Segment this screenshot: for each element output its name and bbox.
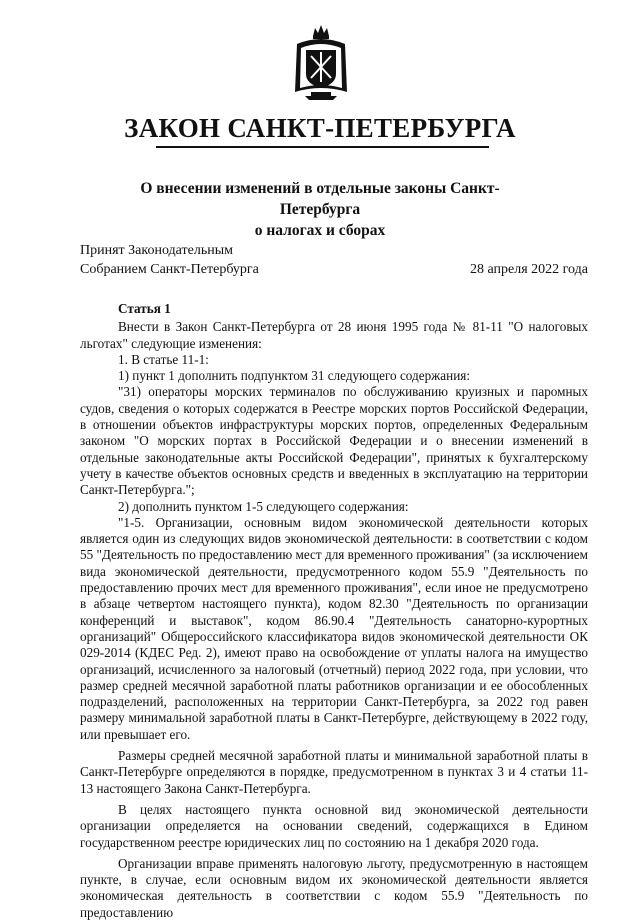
- law-subtitle: [110, 178, 530, 241]
- adoption-line-1: Принят Законодательным: [80, 243, 233, 258]
- adoption-note: [80, 241, 259, 279]
- paragraph: Организации вправе применять налоговую льготу, предусмотренную в настоящем пункте, в случае, если основным видом их экономической деятельности является экономическая деятельность в соответствии с кодом 55.9 "Деятельность по предоставлению: [80, 855, 588, 920]
- spb-coat-of-arms-icon: [291, 22, 351, 102]
- paragraph: Размеры средней месячной заработной платы и минимальной заработной платы в Санкт-Петербурге определяются в порядке, предусмотренном в пунктах 3 и 4 статьи 11-13 настоящего Закона Санкт-Петербурга.: [80, 748, 588, 796]
- adoption-date: 28 апреля 2022 года: [470, 262, 588, 277]
- title-underline: [156, 146, 489, 148]
- paragraph: 1) пункт 1 дополнить подпунктом 31 следующего содержания:: [118, 368, 470, 384]
- paragraph: 1. В статье 11-1:: [118, 351, 209, 367]
- subtitle-line-1: О внесении изменений в отдельные законы Санкт-Петербурга: [140, 180, 500, 218]
- law-title: ЗАКОН САНКТ-ПЕТЕРБУРГА: [124, 113, 516, 143]
- subtitle-line-2: о налогах и сборах: [254, 222, 386, 239]
- adoption-line-2: Собранием Санкт-Петербурга: [80, 262, 259, 277]
- article-1: [80, 301, 588, 921]
- paragraph: Внести в Закон Санкт-Петербурга от 28 июня 1995 года № 81-11 "О налоговых льготах" следующие изменения:: [80, 319, 588, 351]
- paragraph: "1-5. Организации, основным видом экономической деятельности которых является один из следующих видов экономической деятельности: в соответствии с кодом 55 "Деятельность по предоставлению мест для временного проживания" (за исключением вида экономической деятельности, предусмотренного кодом 55.9 "Деятельность по предоставлению прочих мест для временного проживания", если иное не предусмотрено в абзаце четвертом настоящего пункта), кодом 82.30 "Деятельность по организации конференций и выставок", кодом 86.90.4 "Деятельность санаторно-курортных организаций" Общероссийского классификатора видов экономической деятельности ОК 029-2014 (КДЕС Ред. 2), имеют право на освобождение от уплаты налога на имущество организаций, исчисленного за налоговый (отчетный) период 2022 года, при условии, что размер средней месячной заработной платы работников организации и ее обособленных подразделений, расположенных на территории Санкт-Петербурга, за 2022 год равен размеру минимальной заработной платы в Санкт-Петербурге, действующему в 2022 году, или превышает его.: [80, 514, 588, 742]
- paragraph: 2) дополнить пунктом 1-5 следующего содержания:: [118, 498, 409, 514]
- paragraph: "31) операторы морских терминалов по обслуживанию круизных и паромных судов, сведения о которых содержатся в Реестре морских портов Российской Федерации, в отношении объектов инфраструктуры морских портов, определенных Федеральным законом "О морских портах в Российской Федерации и о внесении изменений в отдельные законодательные акты Российской Федерации", принятых к бухгалтерскому учету в качестве объектов основных средств и введенных в эксплуатацию на территории Санкт-Петербурга.";: [80, 384, 588, 498]
- article-heading: Статья 1: [118, 301, 171, 316]
- paragraph: В целях настоящего пункта основной вид экономической деятельности организации определяется на основании сведений, содержащихся в Едином государственном реестре юридических лиц по состоянию на 1 декабря 2020 года.: [80, 801, 588, 850]
